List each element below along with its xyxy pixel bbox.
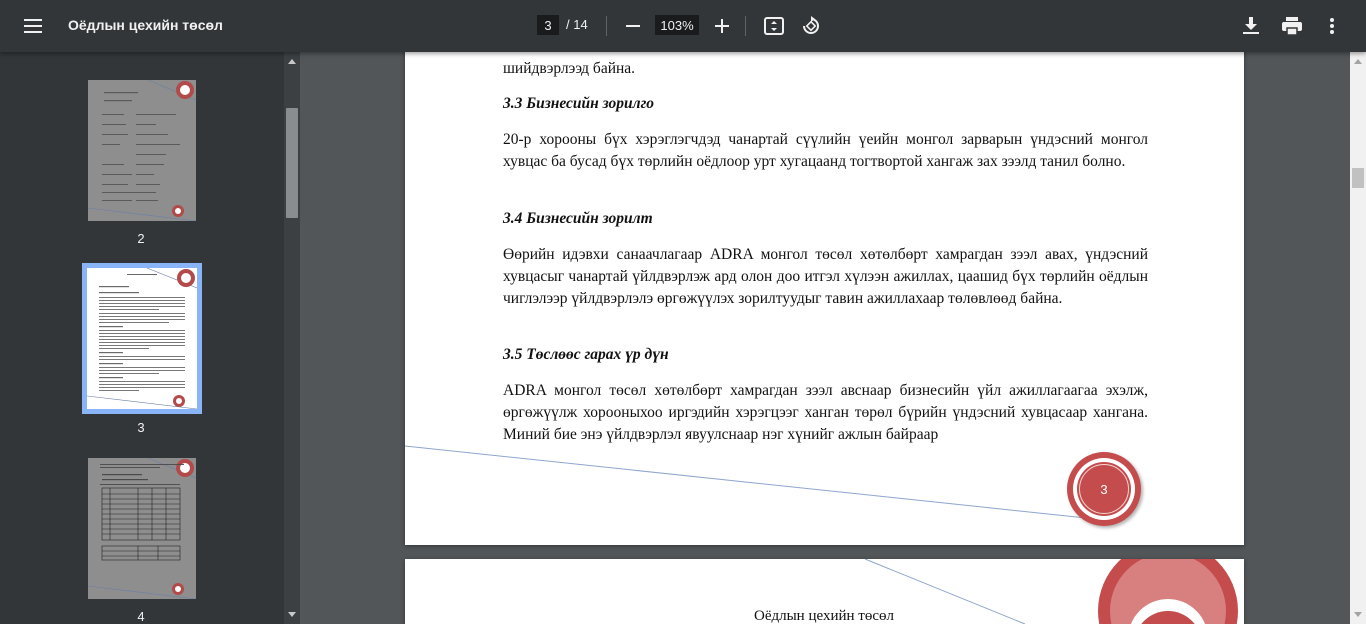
document-page (405, 559, 1244, 624)
zoom-in-icon[interactable] (711, 16, 733, 36)
document-title: Оёдлын цехийн төсөл (68, 17, 223, 33)
menu-icon[interactable] (22, 16, 44, 36)
viewer-scrollbar[interactable] (1350, 52, 1366, 624)
section-heading: 3.5 Төслөөс гарах үр дүн (503, 346, 669, 363)
page-thumbnail-selected[interactable] (82, 263, 202, 414)
section-heading: 3.3 Бизнесийн зорилго (503, 95, 655, 112)
sidebar-scrollbar[interactable] (284, 52, 300, 624)
download-icon[interactable] (1240, 15, 1262, 37)
page-header: Оёдлын цехийн төсөл (754, 608, 894, 624)
page-thumbnail[interactable] (88, 458, 196, 599)
toolbar-divider (745, 16, 746, 36)
thumbnail-label: 3 (137, 420, 145, 435)
scroll-down-arrow-icon[interactable] (288, 612, 296, 617)
partial-line: шийдвэрлээд байна. (503, 60, 636, 77)
paragraph: Өөрийн идэвхи санаачлагаар ADRA монгол төсөл хөтөлбөрт хамрагдан зээл авах, үндэсний хувцасыг чанартай үйлдвэрлэж ард олон доо итгэл хүлээн ажиллах, цаашид бүх төрлийн оёдлын чиглэлээр үйлдвэрлэлэ өргөжүүлэх зорилтуудыг тавин ажиллахаар төлөвлөөд байна. (503, 246, 1148, 307)
scroll-down-arrow-icon[interactable] (1354, 612, 1362, 617)
more-icon[interactable] (1321, 15, 1343, 37)
page-number-input[interactable]: 3 (537, 15, 559, 35)
fit-page-icon[interactable] (763, 15, 785, 37)
paragraph: 20-р хорооны бүх хэрэглэгчдэд чанартай сүүлийн үеийн монгол зарварын үндэсний монгол хувцас ба бусад бүх төрлийн оёдлоор урт хугацаанд тогтвортой хангаж зах зээлд танил болно. (503, 131, 1148, 170)
rotate-icon[interactable] (800, 15, 822, 37)
pdf-toolbar (0, 0, 1366, 52)
page-thumbnail[interactable] (88, 80, 196, 221)
thumbnail-sidebar (0, 52, 300, 624)
page-total-label: / 14 (566, 17, 588, 32)
section-heading: 3.4 Бизнесийн зорилт (503, 210, 653, 227)
zoom-level-input[interactable]: 103% (655, 15, 699, 35)
thumbnail-label: 4 (137, 609, 145, 624)
zoom-out-icon[interactable] (622, 16, 644, 36)
toolbar-divider (606, 16, 607, 36)
scroll-up-arrow-icon[interactable] (288, 59, 296, 64)
page-number-badge (1067, 452, 1141, 526)
viewer-scroll-thumb[interactable] (1352, 168, 1364, 188)
sidebar-scroll-thumb[interactable] (286, 108, 298, 218)
paragraph: ADRA монгол төсөл хөтөлбөрт хамрагдан зээл авснаар бизнесийн үйл ажиллагаагаа эхэлж, өргөжүүлж хорооныхоо иргэдийн хэрэгцээг ханган төрөл бүрийн үндэсний хувцасаар хангана. Миний бие энэ үйлдвэрлэл явуулснаар нэг хүнийг ажлын байраар (503, 382, 1148, 443)
thumbnail-label: 2 (137, 231, 145, 246)
page-number: 3 (1100, 481, 1108, 497)
document-page (405, 52, 1244, 545)
print-icon[interactable] (1281, 15, 1303, 37)
scroll-up-arrow-icon[interactable] (1354, 59, 1362, 64)
document-viewer (300, 52, 1350, 624)
